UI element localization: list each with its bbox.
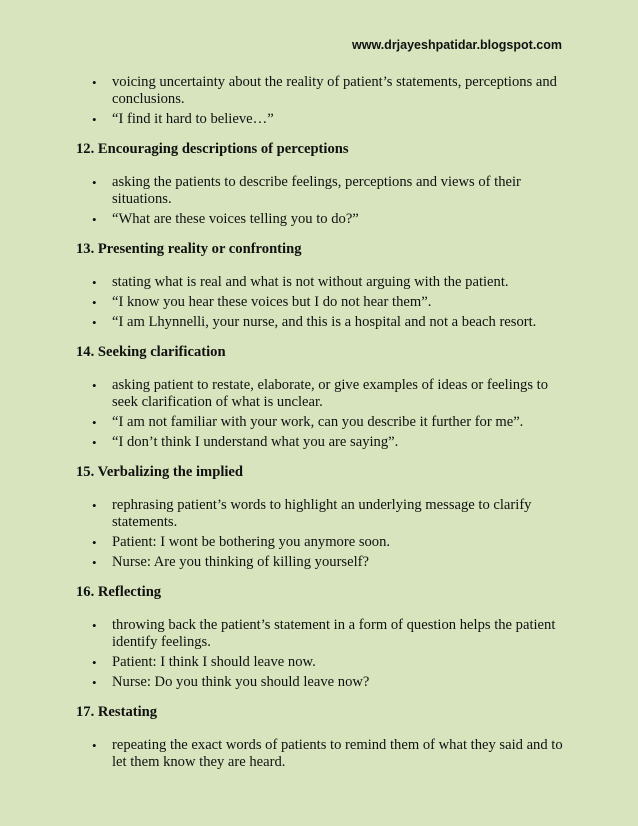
list-item: • rephrasing patient’s words to highlight an underlying message to clarify statements. bbox=[112, 497, 566, 531]
page-content bbox=[76, 74, 566, 774]
list-item: • Nurse: Are you thinking of killing yourself? bbox=[112, 554, 566, 571]
list-item: • “I don’t think I understand what you are saying”. bbox=[112, 434, 566, 451]
section-list-15 bbox=[76, 497, 566, 571]
section-title-15: 15. Verbalizing the implied bbox=[76, 464, 244, 480]
list-item: • asking patient to restate, elaborate, or give examples of ideas or feelings to seek clarification of what is unclear. bbox=[112, 377, 566, 411]
list-item: • Patient: I wont be bothering you anymore soon. bbox=[112, 534, 566, 551]
list-item: • “I am Lhynnelli, your nurse, and this is a hospital and not a beach resort. bbox=[112, 314, 566, 331]
list-item: • repeating the exact words of patients to remind them of what they said and to let them know they are heard. bbox=[112, 737, 566, 771]
header-url: www.drjayeshpatidar.blogspot.com bbox=[352, 38, 562, 52]
section-title-16: 16. Reflecting bbox=[76, 584, 162, 600]
section-list-17 bbox=[76, 737, 566, 771]
list-item: • voicing uncertainty about the reality of patient’s statements, perceptions and conclusions. bbox=[112, 74, 566, 108]
list-item: • Patient: I think I should leave now. bbox=[112, 654, 566, 671]
list-item: • “I am not familiar with your work, can you describe it further for me”. bbox=[112, 414, 566, 431]
section-title-12: 12. Encouraging descriptions of perceptions bbox=[76, 141, 349, 157]
section-list-16 bbox=[76, 617, 566, 691]
list-item: • asking the patients to describe feelings, perceptions and views of their situations. bbox=[112, 174, 566, 208]
section-list-13 bbox=[76, 274, 566, 331]
intro-list bbox=[76, 74, 566, 128]
list-item: • “What are these voices telling you to do?” bbox=[112, 211, 566, 228]
list-item: • “I know you hear these voices but I do not hear them”. bbox=[112, 294, 566, 311]
section-title-13: 13. Presenting reality or confronting bbox=[76, 241, 302, 257]
list-item: • stating what is real and what is not without arguing with the patient. bbox=[112, 274, 566, 291]
list-item: • throwing back the patient’s statement in a form of question helps the patient identify feelings. bbox=[112, 617, 566, 651]
list-item: • “I find it hard to believe…” bbox=[112, 111, 566, 128]
section-title-17: 17. Restating bbox=[76, 704, 158, 720]
section-list-14 bbox=[76, 377, 566, 451]
section-list-12 bbox=[76, 174, 566, 228]
list-item: • Nurse: Do you think you should leave now? bbox=[112, 674, 566, 691]
section-title-14: 14. Seeking clarification bbox=[76, 344, 226, 360]
